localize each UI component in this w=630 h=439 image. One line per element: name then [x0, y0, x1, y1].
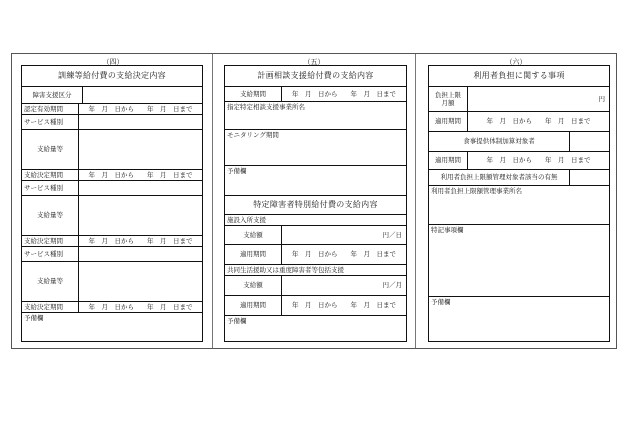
page-divider — [415, 54, 416, 348]
page-number-5: （五） — [303, 58, 325, 66]
applicable-period-label: 適用期間 — [435, 117, 461, 126]
notes-label: 予備欄 — [24, 314, 44, 322]
section-title: 特定障害者特別給付費の支給内容 — [253, 200, 378, 209]
decision-period-value: 年 月 日から 年 月 日まで — [78, 302, 202, 312]
disability-class-label: 障害支援区分 — [32, 90, 72, 99]
cert-period-label: 認定有効期間 — [24, 104, 63, 113]
plan-consultation-table — [224, 65, 407, 342]
service-type-value — [78, 115, 202, 129]
training-benefit-table — [21, 65, 203, 342]
applicable-period-label: 適用期間 — [240, 301, 266, 310]
decision-period-value: 年 月 日から 年 月 日まで — [78, 170, 202, 180]
amount-label: 支給量等 — [37, 145, 63, 154]
per-day-unit: 円／日 — [281, 226, 406, 244]
decision-period-value: 年 月 日から 年 月 日まで — [78, 236, 202, 246]
applicable-period-value: 年 月 日から 年 月 日まで — [281, 245, 406, 264]
amount-value — [78, 196, 202, 235]
service-type-label: サービス種別 — [24, 117, 63, 126]
burden-limit-line1: 負担上限 — [435, 90, 461, 99]
decision-period-label: 支給決定期間 — [24, 170, 63, 179]
designated-office-label: 指定特定相談支援事業所名 — [227, 103, 305, 111]
applicable-period-label: 適用期間 — [240, 250, 266, 259]
page-number-6: （六） — [505, 58, 527, 66]
service-type-value — [78, 181, 202, 195]
service-type-label: サービス種別 — [24, 249, 63, 258]
user-burden-table — [428, 65, 610, 342]
decision-period-label: 支給決定期間 — [24, 302, 63, 311]
section-title: 計画相談支援給付費の支給内容 — [257, 71, 374, 80]
limit-mgmt-label: 利用者負担上限額管理対象者該当の有無 — [440, 173, 558, 182]
amount-value — [78, 262, 202, 301]
applicable-period-label: 適用期間 — [435, 156, 461, 165]
payment-amount-label: 支給額 — [243, 230, 263, 239]
limit-mgmt-office-label: 利用者負担上限額管理事業所名 — [431, 187, 522, 195]
section-title: 利用者負担に関する事項 — [473, 71, 565, 80]
booklet-spread — [11, 53, 617, 349]
section-title: 訓練等給付費の支給決定内容 — [58, 71, 166, 80]
amount-value — [78, 130, 202, 169]
burden-limit-label — [429, 87, 467, 111]
notes-label: 予備欄 — [227, 167, 247, 175]
burden-limit-line2: 月額 — [441, 99, 455, 107]
meal-target-value — [569, 132, 609, 151]
monitoring-period-label: モニタリング期間 — [227, 131, 279, 139]
per-month-unit: 円／月 — [281, 276, 406, 295]
facility-support-label: 施設入所支援 — [227, 215, 266, 224]
page-divider — [212, 54, 213, 348]
service-type-label: サービス種別 — [24, 183, 63, 192]
applicable-period-value: 年 月 日から 年 月 日まで — [467, 152, 609, 169]
meal-target-label: 食事提供体制加算対象者 — [463, 137, 535, 146]
disability-class-value — [82, 87, 202, 103]
notes-label: 予備欄 — [431, 298, 451, 306]
applicable-period-value: 年 月 日から 年 月 日まで — [281, 296, 406, 315]
group-home-label: 共同生活援助又は重度障害者等包括支援 — [227, 265, 344, 274]
notes-label: 予備欄 — [227, 317, 247, 325]
amount-label: 支給量等 — [37, 211, 63, 220]
cert-period-value: 年 月 日から 年 月 日まで — [78, 104, 202, 114]
amount-label: 支給量等 — [37, 277, 63, 286]
payment-period-label: 支給期間 — [240, 89, 266, 98]
page-number-4: （四） — [102, 58, 124, 66]
applicable-period-value: 年 月 日から 年 月 日まで — [467, 112, 609, 131]
special-notes-label: 特記事項欄 — [431, 226, 464, 234]
limit-mgmt-value — [569, 170, 609, 185]
payment-period-value: 年 月 日から 年 月 日まで — [281, 87, 406, 101]
payment-amount-label: 支給額 — [243, 281, 263, 290]
service-type-value — [78, 247, 202, 261]
decision-period-label: 支給決定期間 — [24, 236, 63, 245]
burden-limit-yen: 円 — [467, 87, 609, 111]
